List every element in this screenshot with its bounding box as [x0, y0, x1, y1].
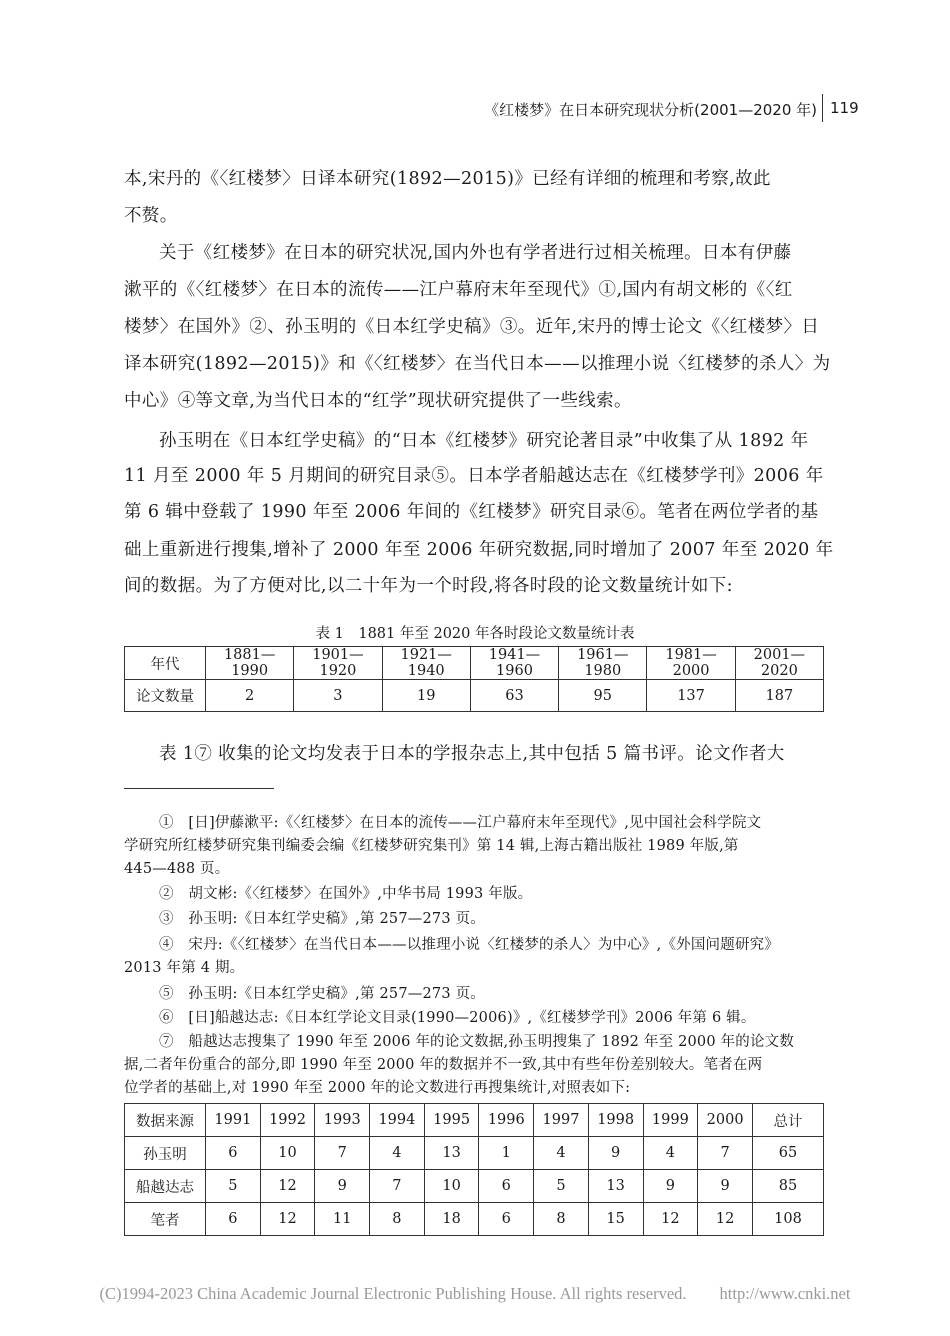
table-cell: 7 [698, 1137, 753, 1170]
table-header-cell: 年代 [125, 647, 206, 680]
table-cell: 9 [643, 1170, 698, 1203]
footnote-line: ① [日]伊藤漱平:《〈红楼梦〉在日本的流传——江户幕府末年至现代》,见中国社会科学院文 [159, 815, 762, 831]
table-cell: 19 [382, 680, 470, 712]
table-row [125, 1104, 824, 1137]
table2 [124, 1103, 824, 1236]
table-cell: 6 [479, 1170, 534, 1203]
table-cell: 1961—1980 [559, 647, 647, 680]
table-header-cell: 1999 [643, 1104, 698, 1137]
body-line: 不赘。 [124, 206, 178, 226]
body-line: 本,宋丹的《〈红楼梦〉日译本研究(1892—2015)》已经有详细的梳理和考察,故此 [124, 169, 771, 189]
table-cell: 95 [559, 680, 647, 712]
table-cell: 船越达志 [125, 1170, 206, 1203]
body-line: 楼梦〉在国外》②、孙玉明的《日本红学史稿》③。近年,宋丹的博士论文《〈红楼梦〉日 [124, 317, 820, 337]
table-cell: 6 [479, 1203, 534, 1236]
table-cell: 5 [206, 1170, 261, 1203]
table-cell: 108 [753, 1203, 824, 1236]
table-cell: 63 [470, 680, 558, 712]
table-header-cell: 1993 [315, 1104, 370, 1137]
body-line: 础上重新进行搜集,增补了 2000 年至 2006 年研究数据,同时增加了 2007 年至 2020 年 [124, 540, 834, 560]
footnote-line: 445—488 页。 [124, 861, 230, 877]
table-cell: 12 [260, 1170, 315, 1203]
table-cell: 孙玉明 [125, 1137, 206, 1170]
page-number: 119 [830, 99, 859, 117]
body-line: 孙玉明在《日本红学史稿》的“日本《红楼梦》研究论著目录”中收集了从 1892 年 [159, 431, 809, 451]
table-header-cell: 总计 [753, 1104, 824, 1137]
table-cell: 18 [424, 1203, 479, 1236]
body-line: 表 1⑦ 收集的论文均发表于日本的学报杂志上,其中包括 5 篇书评。论文作者大 [159, 744, 785, 764]
table-header-cell: 1996 [479, 1104, 534, 1137]
table1 [124, 646, 824, 712]
table-row [125, 1137, 824, 1170]
footnote-line: ④ 宋丹:《〈红楼梦〉在当代日本——以推理小说〈红楼梦的杀人〉为中心》,《外国问题研究》 [159, 937, 780, 953]
table-cell: 2001—2020 [735, 647, 823, 680]
table1-caption: 表 1 1881 年至 2020 年各时段论文数量统计表 [315, 626, 635, 642]
table-cell: 2 [206, 680, 294, 712]
footnote-line: 位学者的基础上,对 1990 年至 2000 年的论文数进行再搜集统计,对照表如下: [124, 1080, 631, 1096]
body-line: 关于《红楼梦》在日本的研究状况,国内外也有学者进行过相关梳理。日本有伊藤 [159, 243, 792, 263]
table-cell: 1921—1940 [382, 647, 470, 680]
table-header-cell: 数据来源 [125, 1104, 206, 1137]
footnote-line: ③ 孙玉明:《日本红学史稿》,第 257—273 页。 [159, 911, 485, 927]
table-cell: 笔者 [125, 1203, 206, 1236]
table-header-cell: 2000 [698, 1104, 753, 1137]
table-cell: 12 [698, 1203, 753, 1236]
table-cell: 7 [315, 1137, 370, 1170]
table-cell: 3 [294, 680, 382, 712]
body-line: 第 6 辑中登载了 1990 年至 2006 年间的《红楼梦》研究目录⑥。笔者在两位学者的基 [124, 502, 819, 522]
table-header-cell: 1992 [260, 1104, 315, 1137]
table-cell: 9 [315, 1170, 370, 1203]
table-row [125, 1170, 824, 1203]
header-divider [822, 94, 823, 122]
body-line: 漱平的《〈红楼梦〉在日本的流传——江户幕府末年至现代》①,国内有胡文彬的《〈红 [124, 280, 793, 300]
table-header-cell: 论文数量 [125, 680, 206, 712]
table-cell: 5 [534, 1170, 589, 1203]
table-cell: 1981—2000 [647, 647, 735, 680]
table-row [125, 680, 824, 712]
table-cell: 7 [370, 1170, 425, 1203]
table-cell: 9 [588, 1137, 643, 1170]
table-header-cell: 1997 [534, 1104, 589, 1137]
table-row [125, 1203, 824, 1236]
footnote-line: ⑥ [日]船越达志:《日本红学论文目录(1990—2006)》,《红楼梦学刊》2006 年第 6 辑。 [159, 1010, 756, 1026]
running-title: 《红楼梦》在日本研究现状分析(2001—2020 年) [484, 101, 817, 119]
table-cell: 4 [534, 1137, 589, 1170]
table-cell: 137 [647, 680, 735, 712]
table-cell: 8 [534, 1203, 589, 1236]
table-cell: 187 [735, 680, 823, 712]
table-cell: 1901—1920 [294, 647, 382, 680]
table-header-cell: 1991 [206, 1104, 261, 1137]
table-cell: 85 [753, 1170, 824, 1203]
table-cell: 10 [424, 1170, 479, 1203]
table-cell: 10 [260, 1137, 315, 1170]
table-header-cell: 1995 [424, 1104, 479, 1137]
footnote-line: ⑤ 孙玉明:《日本红学史稿》,第 257—273 页。 [159, 986, 485, 1002]
table-cell: 6 [206, 1203, 261, 1236]
footnote-line: ⑦ 船越达志搜集了 1990 年至 2006 年的论文数据,孙玉明搜集了 1892 年至 2000 年的论文数 [159, 1034, 795, 1050]
footnote-line: ② 胡文彬:《〈红楼梦〉在国外》,中华书局 1993 年版。 [159, 886, 533, 902]
footnote-line: 2013 年第 4 期。 [124, 960, 245, 976]
table-cell: 1 [479, 1137, 534, 1170]
footnote-divider [124, 788, 274, 789]
table-cell: 6 [206, 1137, 261, 1170]
table-cell: 65 [753, 1137, 824, 1170]
footnote-line: 学研究所红楼梦研究集刊编委会编《红楼梦研究集刊》第 14 辑,上海古籍出版社 1989 年版,第 [124, 838, 739, 854]
table-cell: 1881—1990 [206, 647, 294, 680]
table-cell: 9 [698, 1170, 753, 1203]
table-header-cell: 1994 [370, 1104, 425, 1137]
body-line: 11 月至 2000 年 5 月期间的研究目录⑤。日本学者船越达志在《红楼梦学刊》2006 年 [124, 466, 824, 486]
table-cell: 1941—1960 [470, 647, 558, 680]
table-cell: 12 [643, 1203, 698, 1236]
table-cell: 15 [588, 1203, 643, 1236]
table-row [125, 647, 824, 680]
table-cell: 4 [370, 1137, 425, 1170]
table-header-cell: 1998 [588, 1104, 643, 1137]
table-cell: 8 [370, 1203, 425, 1236]
body-line: 间的数据。为了方便对比,以二十年为一个时段,将各时段的论文数量统计如下: [124, 576, 733, 596]
table-cell: 11 [315, 1203, 370, 1236]
table-cell: 4 [643, 1137, 698, 1170]
body-line: 译本研究(1892—2015)》和《〈红楼梦〉在当代日本——以推理小说〈红楼梦的杀人〉为 [124, 354, 831, 374]
copyright-watermark: (C)1994-2023 China Academic Journal Electronic Publishing House. All rights reserved. http://www.cnki.net [99, 1284, 851, 1303]
footnote-line: 据,二者年份重合的部分,即 1990 年至 2000 年的数据并不一致,其中有些年份差别较大。笔者在两 [124, 1057, 763, 1073]
table-cell: 13 [588, 1170, 643, 1203]
body-line: 中心》④等文章,为当代日本的“红学”现状研究提供了一些线索。 [124, 391, 632, 411]
table-cell: 13 [424, 1137, 479, 1170]
table-cell: 12 [260, 1203, 315, 1236]
